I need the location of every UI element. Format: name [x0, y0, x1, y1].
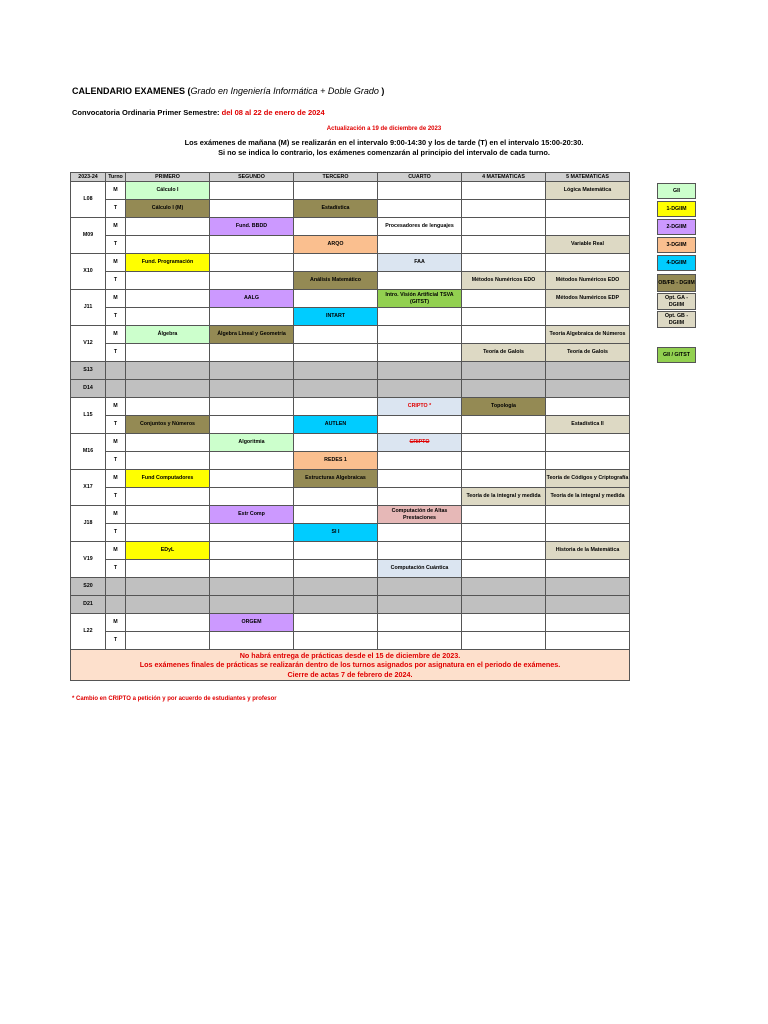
exam-name: Cálculo I (M)	[151, 205, 184, 212]
note-line: Los exámenes finales de prácticas se realizarán dentro de los turnos asignados por asignatura en el periodo de exámenes.	[139, 660, 561, 670]
empty-cell	[210, 308, 294, 326]
exam-cell	[462, 344, 546, 362]
exam-cell	[126, 416, 210, 434]
turno-cell: T	[106, 632, 126, 650]
turno-cell: T	[106, 200, 126, 218]
weekend-cell	[546, 578, 630, 596]
empty-cell	[546, 614, 630, 632]
turno-cell: T	[106, 272, 126, 290]
empty-cell	[126, 290, 210, 308]
exam-name: Teoría de Códigos y Criptografía	[546, 475, 629, 482]
turno-cell: T	[106, 308, 126, 326]
empty-cell	[126, 632, 210, 650]
exam-cell	[126, 254, 210, 272]
empty-cell	[210, 200, 294, 218]
empty-cell	[210, 236, 294, 254]
exam-cell	[462, 398, 546, 416]
empty-cell	[546, 398, 630, 416]
empty-cell	[546, 560, 630, 578]
empty-cell	[294, 614, 378, 632]
empty-cell	[378, 452, 462, 470]
column-header: 4 MATEMATICAS	[462, 173, 546, 182]
exam-cell	[378, 218, 462, 236]
table-row	[71, 452, 630, 470]
weekend-cell	[126, 578, 210, 596]
exam-cell	[294, 524, 378, 542]
table-row	[71, 524, 630, 542]
exam-cell	[546, 488, 630, 506]
exam-name: Análisis Matemático	[310, 277, 361, 284]
table-row	[71, 398, 630, 416]
empty-cell	[462, 236, 546, 254]
exam-cell	[126, 182, 210, 200]
weekend-cell	[210, 380, 294, 398]
empty-cell	[462, 218, 546, 236]
exam-cell	[378, 398, 462, 416]
weekend-row	[71, 362, 630, 380]
column-header: Turno	[106, 173, 126, 182]
turno-cell: T	[106, 524, 126, 542]
empty-cell	[378, 272, 462, 290]
exam-cell	[378, 560, 462, 578]
empty-cell	[294, 488, 378, 506]
empty-cell	[294, 290, 378, 308]
empty-cell	[210, 632, 294, 650]
exam-name: AALG	[243, 295, 259, 302]
weekend-cell	[546, 596, 630, 614]
weekend-cell	[210, 578, 294, 596]
day-label: V19	[71, 542, 106, 578]
empty-cell	[378, 614, 462, 632]
weekend-cell	[106, 380, 126, 398]
weekend-cell	[462, 362, 546, 380]
day-label: J18	[71, 506, 106, 542]
weekend-cell	[126, 596, 210, 614]
empty-cell	[462, 560, 546, 578]
column-header: SEGUNDO	[210, 173, 294, 182]
turno-cell: M	[106, 254, 126, 272]
column-header: 2023-24	[71, 173, 106, 182]
empty-cell	[462, 524, 546, 542]
empty-cell	[210, 542, 294, 560]
exam-name: Computación de Altas Prestaciones	[391, 508, 448, 521]
turno-cell: M	[106, 542, 126, 560]
turno-cell: M	[106, 290, 126, 308]
practice-note	[71, 650, 630, 681]
exam-name: Teoría de Galois	[567, 349, 608, 356]
empty-cell	[546, 434, 630, 452]
column-header: 5 MATEMATICAS	[546, 173, 630, 182]
exam-name: Topología	[491, 403, 516, 410]
exam-cell	[126, 470, 210, 488]
exam-name: Procesadores de lenguajes	[385, 223, 454, 230]
column-header: PRIMERO	[126, 173, 210, 182]
empty-cell	[462, 452, 546, 470]
day-label: V12	[71, 326, 106, 362]
exam-cell	[294, 236, 378, 254]
exam-name: Estructuras Algebraicas	[305, 475, 366, 482]
exam-cell	[294, 452, 378, 470]
empty-cell	[294, 632, 378, 650]
table-row	[71, 326, 630, 344]
day-label: S13	[71, 362, 106, 380]
footnote: * Cambio en CRIPTO a petición y por acuerdo de estudiantes y profesor	[72, 696, 277, 702]
weekend-cell	[294, 596, 378, 614]
exam-cell	[546, 542, 630, 560]
legend-item: 3-DGIIM	[657, 237, 696, 253]
empty-cell	[462, 254, 546, 272]
exam-calendar-table	[70, 172, 630, 681]
empty-cell	[546, 254, 630, 272]
exam-name: REDES 1	[324, 457, 347, 464]
turno-cell: T	[106, 452, 126, 470]
exam-name: Métodos Numéricos EDO	[471, 277, 536, 284]
note-line: No habrá entrega de prácticas desde el 15 de diciembre de 2023.	[239, 650, 461, 660]
weekend-cell	[126, 380, 210, 398]
table-row	[71, 434, 630, 452]
weekend-cell	[294, 380, 378, 398]
empty-cell	[546, 632, 630, 650]
legend-item: 1-DGIIM	[657, 201, 696, 217]
empty-cell	[126, 524, 210, 542]
empty-cell	[294, 542, 378, 560]
exam-name: Métodos Numéricos EDP	[556, 295, 619, 302]
exam-name: Lógica Matemática	[563, 187, 612, 194]
empty-cell	[462, 506, 546, 524]
exam-name: Computación Cuántica	[390, 565, 449, 572]
exam-cell	[210, 434, 294, 452]
turno-cell: T	[106, 488, 126, 506]
empty-cell	[462, 290, 546, 308]
empty-cell	[210, 470, 294, 488]
table-row	[71, 182, 630, 200]
turno-cell: T	[106, 560, 126, 578]
weekend-cell	[378, 362, 462, 380]
empty-cell	[126, 218, 210, 236]
empty-cell	[462, 614, 546, 632]
weekend-cell	[378, 380, 462, 398]
exam-name: Fund Computadores	[141, 475, 194, 482]
weekend-cell	[294, 362, 378, 380]
practice-note-row	[71, 650, 630, 681]
empty-cell	[126, 236, 210, 254]
empty-cell	[378, 524, 462, 542]
table-row	[71, 506, 630, 524]
exam-cell	[462, 488, 546, 506]
exam-name: Intro. Visión Artificial TSVA (GITST)	[385, 292, 454, 305]
day-label: D14	[71, 380, 106, 398]
exam-name: AUTLEN	[324, 421, 347, 428]
weekend-row	[71, 578, 630, 596]
table-row	[71, 290, 630, 308]
empty-cell	[462, 182, 546, 200]
table-row	[71, 614, 630, 632]
weekend-cell	[546, 362, 630, 380]
exam-name: Algoritmia	[238, 439, 265, 446]
weekend-cell	[106, 362, 126, 380]
exam-name: FAA	[414, 259, 425, 266]
weekend-cell	[378, 596, 462, 614]
table-row	[71, 236, 630, 254]
turno-cell: M	[106, 434, 126, 452]
exam-name: Cálculo I	[156, 187, 179, 194]
exam-cell	[546, 236, 630, 254]
empty-cell	[294, 560, 378, 578]
empty-cell	[210, 344, 294, 362]
empty-cell	[126, 272, 210, 290]
exam-cell	[126, 200, 210, 218]
exam-cell	[546, 182, 630, 200]
empty-cell	[378, 344, 462, 362]
empty-cell	[378, 236, 462, 254]
schedule-info	[0, 138, 768, 158]
empty-cell	[294, 218, 378, 236]
empty-cell	[462, 200, 546, 218]
day-label: L15	[71, 398, 106, 434]
weekend-row	[71, 380, 630, 398]
exam-name: Conjuntos y Números	[139, 421, 196, 428]
exam-name: Fund. BBDD	[235, 223, 268, 230]
empty-cell	[126, 506, 210, 524]
column-header: TERCERO	[294, 173, 378, 182]
table-row	[71, 416, 630, 434]
exam-cell	[210, 218, 294, 236]
table-row	[71, 272, 630, 290]
exam-cell	[546, 272, 630, 290]
exam-cell	[210, 326, 294, 344]
table-row	[71, 200, 630, 218]
exam-name: Estr Comp	[238, 511, 265, 518]
table-row	[71, 308, 630, 326]
exam-cell	[546, 290, 630, 308]
weekend-cell	[126, 362, 210, 380]
exam-cell	[294, 272, 378, 290]
table-row	[71, 470, 630, 488]
empty-cell	[462, 326, 546, 344]
exam-cell	[294, 416, 378, 434]
table-header-row	[71, 173, 630, 182]
page-title: CALENDARIO EXAMENES (Grado en Ingeniería Informática + Doble Grado )	[72, 86, 385, 96]
empty-cell	[462, 632, 546, 650]
table-row	[71, 344, 630, 362]
exam-cell	[378, 290, 462, 308]
empty-cell	[126, 434, 210, 452]
weekend-cell	[210, 596, 294, 614]
empty-cell	[546, 452, 630, 470]
turno-cell: M	[106, 398, 126, 416]
turno-cell: M	[106, 218, 126, 236]
empty-cell	[378, 542, 462, 560]
exam-cell	[210, 506, 294, 524]
exam-cell	[378, 506, 462, 524]
empty-cell	[378, 182, 462, 200]
turno-cell: M	[106, 506, 126, 524]
turno-cell: M	[106, 182, 126, 200]
turno-cell: T	[106, 416, 126, 434]
legend-item: GII	[657, 183, 696, 199]
empty-cell	[462, 416, 546, 434]
empty-cell	[210, 416, 294, 434]
note-line: Cierre de actas 7 de febrero de 2024.	[287, 669, 413, 679]
exam-cell	[378, 434, 462, 452]
weekend-cell	[106, 596, 126, 614]
empty-cell	[126, 452, 210, 470]
exam-cell	[378, 254, 462, 272]
exam-name: SI I	[331, 529, 340, 536]
day-label: M16	[71, 434, 106, 470]
day-label: S20	[71, 578, 106, 596]
exam-cell	[126, 542, 210, 560]
empty-cell	[378, 200, 462, 218]
empty-cell	[126, 398, 210, 416]
convocatoria-label: Convocatoria Ordinaria Primer Semestre:	[72, 108, 220, 117]
weekend-row	[71, 596, 630, 614]
empty-cell	[126, 344, 210, 362]
day-label: D21	[71, 596, 106, 614]
turno-cell: T	[106, 236, 126, 254]
convocatoria-line	[72, 108, 325, 117]
weekend-cell	[546, 380, 630, 398]
day-label: X17	[71, 470, 106, 506]
empty-cell	[294, 326, 378, 344]
legend-item: Opt. GA - DGIIM	[657, 293, 696, 310]
day-label: M09	[71, 218, 106, 254]
empty-cell	[546, 218, 630, 236]
exam-cell	[126, 326, 210, 344]
exam-name: INTART	[325, 313, 346, 320]
empty-cell	[294, 506, 378, 524]
empty-cell	[126, 560, 210, 578]
day-label: L08	[71, 182, 106, 218]
table-row	[71, 560, 630, 578]
empty-cell	[378, 632, 462, 650]
empty-cell	[546, 308, 630, 326]
exam-cell	[462, 272, 546, 290]
empty-cell	[378, 326, 462, 344]
exam-name: ORGEM	[241, 619, 262, 626]
exam-name: Estadística	[321, 205, 350, 212]
table-row	[71, 542, 630, 560]
day-label: J11	[71, 290, 106, 326]
empty-cell	[462, 308, 546, 326]
empty-cell	[126, 308, 210, 326]
column-header: CUARTO	[378, 173, 462, 182]
convocatoria-dates: del 08 al 22 de enero de 2024	[221, 108, 325, 117]
exam-cell	[210, 614, 294, 632]
exam-name: Historia de la Matemática	[555, 547, 620, 554]
empty-cell	[294, 434, 378, 452]
empty-cell	[462, 434, 546, 452]
empty-cell	[294, 254, 378, 272]
empty-cell	[462, 470, 546, 488]
empty-cell	[210, 182, 294, 200]
empty-cell	[462, 542, 546, 560]
empty-cell	[546, 200, 630, 218]
empty-cell	[210, 488, 294, 506]
weekend-cell	[462, 380, 546, 398]
empty-cell	[126, 614, 210, 632]
empty-cell	[294, 182, 378, 200]
exam-name: Álgebra Lineal y Geometría	[217, 331, 286, 338]
exam-cell	[294, 308, 378, 326]
empty-cell	[210, 272, 294, 290]
table-row	[71, 254, 630, 272]
weekend-cell	[210, 362, 294, 380]
weekend-cell	[462, 578, 546, 596]
empty-cell	[546, 506, 630, 524]
exam-name: Teoría de la integral y medida	[466, 493, 541, 500]
empty-cell	[378, 488, 462, 506]
turno-cell: M	[106, 470, 126, 488]
table-row	[71, 632, 630, 650]
exam-name: Métodos Numéricos EDO	[555, 277, 620, 284]
exam-name: Teoría de la integral y medida	[550, 493, 625, 500]
info-line-1: Los exámenes de mañana (M) se realizarán en el intervalo 9:00-14:30 y los de tarde (T) en el intervalo 15:00-20:30.	[184, 138, 584, 147]
exam-cell	[294, 200, 378, 218]
empty-cell	[294, 344, 378, 362]
exam-name: Fund. Programación	[141, 259, 194, 266]
day-label: L22	[71, 614, 106, 650]
weekend-cell	[378, 578, 462, 596]
info-line-2: Si no se indica lo contrario, los exámenes comenzarán al principio del intervalo de cada turno.	[218, 148, 550, 157]
weekend-cell	[294, 578, 378, 596]
empty-cell	[210, 398, 294, 416]
update-notice: Actualización a 19 de diciembre de 2023	[326, 126, 442, 132]
empty-cell	[546, 524, 630, 542]
empty-cell	[210, 524, 294, 542]
empty-cell	[126, 488, 210, 506]
turno-cell: T	[106, 344, 126, 362]
turno-cell: M	[106, 614, 126, 632]
legend-item: 2-DGIIM	[657, 219, 696, 235]
weekend-cell	[462, 596, 546, 614]
empty-cell	[210, 452, 294, 470]
legend-item: 4-DGIIM	[657, 255, 696, 271]
exam-name: ARQO	[327, 241, 344, 248]
exam-cell	[294, 470, 378, 488]
exam-cell	[546, 344, 630, 362]
exam-name: Teoría de Galois	[483, 349, 524, 356]
exam-cell	[546, 470, 630, 488]
legend-item: OB/FB - DGIIM	[657, 274, 696, 292]
empty-cell	[294, 398, 378, 416]
table-row	[71, 488, 630, 506]
exam-name: Estadística II	[571, 421, 604, 428]
turno-cell: M	[106, 326, 126, 344]
empty-cell	[378, 470, 462, 488]
exam-name: Álgebra	[157, 331, 178, 338]
empty-cell	[210, 254, 294, 272]
table-row	[71, 218, 630, 236]
empty-cell	[378, 416, 462, 434]
exam-name: EDyL	[160, 547, 175, 554]
exam-cell	[546, 416, 630, 434]
exam-name: CRIPTO	[409, 439, 430, 446]
exam-name: CRIPTO *	[407, 403, 432, 410]
empty-cell	[378, 308, 462, 326]
exam-cell	[546, 326, 630, 344]
weekend-cell	[106, 578, 126, 596]
exam-cell	[210, 290, 294, 308]
legend-item: GII / GITST	[657, 347, 696, 363]
exam-name: Variable Real	[571, 241, 604, 248]
empty-cell	[210, 560, 294, 578]
day-label: X10	[71, 254, 106, 290]
exam-name: Teoría Algebraica de Números	[549, 331, 626, 338]
legend-item: Opt. GB - DGIIM	[657, 311, 696, 328]
